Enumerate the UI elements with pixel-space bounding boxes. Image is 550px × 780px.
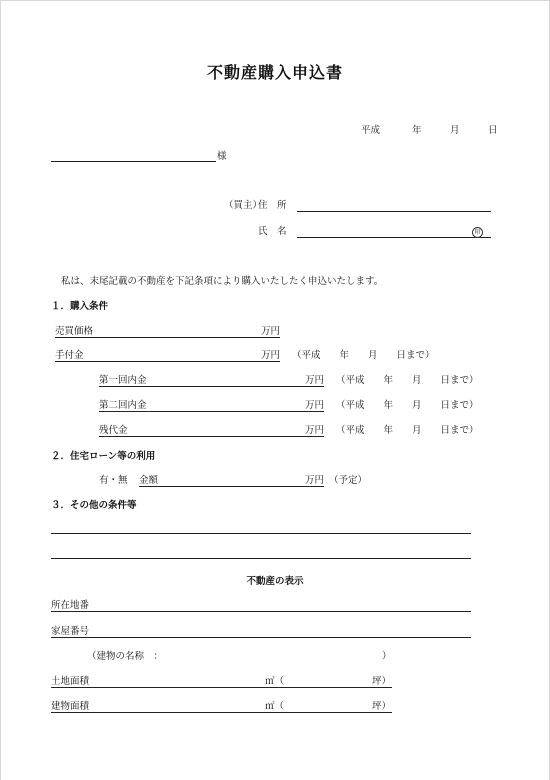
location-label: 所在地番 — [51, 600, 90, 611]
second-installment-unit: 万円 — [305, 400, 325, 411]
balance-field[interactable] — [99, 436, 324, 437]
balance-label: 残代金 — [99, 425, 128, 436]
buyer-name-label: 氏 名 — [258, 226, 287, 237]
second-installment-field[interactable] — [99, 411, 324, 412]
building-area-sqm: ㎡（ — [265, 701, 285, 712]
loan-amount-label: 金額 — [139, 475, 159, 486]
deposit-unit: 万円 — [261, 350, 281, 361]
date-era: 平成 — [361, 125, 381, 136]
section2-heading: ２．住宅ローン等の利用 — [51, 451, 156, 462]
deposit-due: （平成 年 月 日まで） — [292, 350, 435, 361]
first-installment-due: （平成 年 月 日まで） — [336, 375, 479, 386]
section1-heading: １．購入条件 — [51, 301, 109, 312]
second-installment-label: 第二回内金 — [99, 400, 147, 411]
balance-unit: 万円 — [305, 425, 325, 436]
seal-mark — [472, 226, 483, 238]
house-number-field[interactable] — [51, 637, 471, 638]
first-installment-label: 第一回内金 — [99, 375, 147, 386]
price-unit: 万円 — [261, 326, 281, 337]
land-area-label: 土地面積 — [51, 676, 90, 687]
section3-heading: ３．その他の条件等 — [51, 500, 137, 511]
loan-note: （予定） — [329, 475, 368, 486]
house-number-label: 家屋番号 — [51, 626, 90, 637]
buyer-label: （買主） — [224, 200, 263, 211]
buyer-address-label: 住 所 — [258, 200, 287, 211]
seal-icon: 印 — [472, 227, 483, 238]
addressee-line[interactable] — [51, 161, 216, 162]
building-name-label: （建物の名称 ： — [87, 651, 164, 662]
loan-amount-field[interactable] — [139, 486, 324, 487]
balance-due: （平成 年 月 日まで） — [336, 425, 479, 436]
first-installment-field[interactable] — [99, 386, 324, 387]
first-installment-unit: 万円 — [305, 375, 325, 386]
second-installment-due: （平成 年 月 日まで） — [336, 400, 479, 411]
buyer-address-field[interactable] — [297, 211, 491, 212]
property-heading: 不動産の表示 — [246, 576, 304, 587]
loan-amount-unit: 万円 — [305, 475, 325, 486]
land-area-tsubo: 坪） — [372, 676, 392, 687]
price-field[interactable] — [55, 337, 280, 338]
building-area-field[interactable] — [51, 712, 392, 713]
date-year: 年 — [412, 125, 422, 136]
other-conditions-line-2[interactable] — [51, 558, 471, 559]
intro-text: 私は、末尾記載の不動産を下記条項により購入いたしたく申込いたします。 — [61, 276, 384, 287]
price-label: 売買価格 — [55, 326, 94, 337]
loan-yes-no[interactable]: 有・無 — [99, 475, 128, 486]
building-area-tsubo: 坪） — [372, 701, 392, 712]
land-area-sqm: ㎡（ — [265, 676, 285, 687]
building-name-close: ） — [382, 651, 392, 662]
land-area-field[interactable] — [51, 687, 392, 688]
building-area-label: 建物面積 — [51, 701, 90, 712]
addressee-sama: 様 — [217, 151, 227, 162]
other-conditions-line-1[interactable] — [51, 533, 471, 534]
date-day: 日 — [488, 125, 498, 136]
location-field[interactable] — [51, 611, 471, 612]
deposit-field[interactable] — [55, 361, 280, 362]
date-month: 月 — [450, 125, 460, 136]
buyer-name-field[interactable] — [297, 237, 491, 238]
document-title: 不動産購入申込書 — [206, 63, 343, 82]
deposit-label: 手付金 — [55, 350, 84, 361]
